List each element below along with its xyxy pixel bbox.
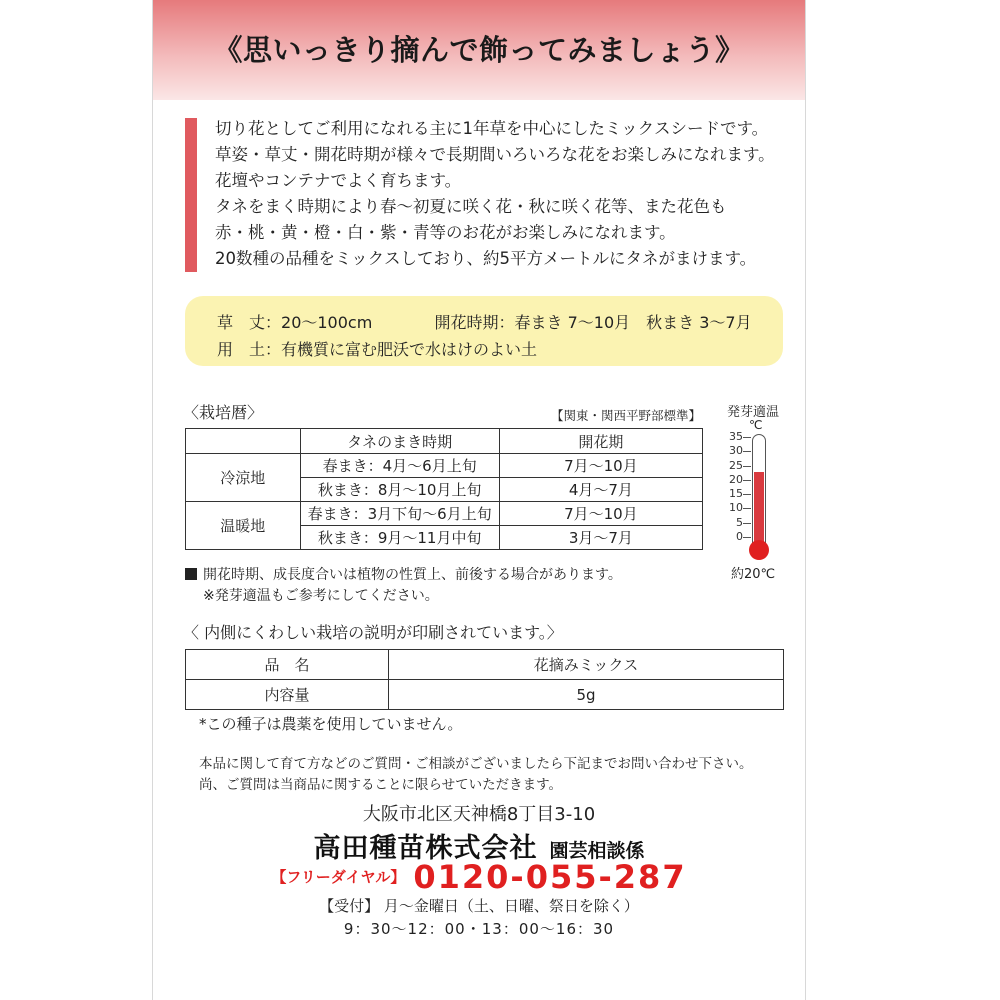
company-name: 高田種苗株式会社 bbox=[313, 833, 538, 864]
calendar-sow-cell: 春まき：4月～6月上旬 bbox=[300, 454, 499, 478]
calendar-bloom-cell: 4月～7月 bbox=[499, 478, 702, 502]
soil-value: 有機質に富む肥沃で水はけのよい土 bbox=[281, 340, 538, 359]
calendar-region: 冷涼地 bbox=[186, 454, 301, 502]
spec-row-height bbox=[217, 310, 752, 333]
thermometer-tick bbox=[743, 523, 751, 524]
calendar-bloom-cell: 7月～10月 bbox=[499, 454, 702, 478]
description-accent-bar bbox=[185, 118, 197, 272]
calendar-label: 〈栽培暦〉 bbox=[183, 403, 264, 422]
note-bloom-variation bbox=[185, 564, 622, 584]
thermometer-tick bbox=[743, 437, 751, 438]
product-table bbox=[185, 649, 784, 710]
description-line: 赤・桃・黄・橙・白・紫・青等のお花がお楽しみになれます。 bbox=[215, 223, 676, 242]
thermometer-tick bbox=[743, 466, 751, 467]
calendar-sow-cell: 秋まき：8月～10月上旬 bbox=[300, 478, 499, 502]
description-line: 切り花としてご利用になれる主に1年草を中心にしたミックスシードです。 bbox=[215, 119, 769, 138]
header-banner bbox=[153, 0, 805, 100]
calendar-table bbox=[185, 428, 703, 550]
thermometer-tick-label: 30 bbox=[729, 444, 743, 458]
spec-box bbox=[185, 296, 783, 366]
reception-days: 【受付】 月～金曜日（土、日曜、祭日を除く） bbox=[319, 897, 639, 915]
calendar-sow-cell: 春まき：3月下旬～6月上旬 bbox=[300, 502, 499, 526]
bloom-value: 春まき 7～10月 秋まき 3～7月 bbox=[514, 313, 752, 332]
description-line: 20数種の品種をミックスしており、約5平方メートルにタネがまけます。 bbox=[215, 249, 757, 268]
calendar-header-bloom: 開花期 bbox=[499, 429, 702, 454]
thermometer-unit: ℃ bbox=[749, 418, 763, 432]
contact-line: 本品に関して育て方などのご質問・ご相談がございましたら下記までお問い合わせ下さい。 bbox=[199, 756, 753, 772]
spec-row-soil bbox=[217, 337, 537, 360]
header-title: 《思いっきり摘んで飾ってみましょう》 bbox=[213, 33, 745, 67]
thermometer-tick-label: 25 bbox=[729, 458, 743, 472]
thermometer-fill bbox=[754, 472, 764, 548]
table-row bbox=[186, 680, 784, 710]
free-dial bbox=[153, 858, 805, 896]
thermometer-caption: 約20℃ bbox=[731, 567, 776, 582]
soil-label: 用 土： bbox=[217, 340, 282, 359]
bullet-square-icon bbox=[185, 568, 197, 580]
thermometer-tick bbox=[743, 537, 751, 538]
bloom-label: 開花時期： bbox=[434, 313, 515, 332]
company-address: 大阪市北区天神橋8丁目3-10 bbox=[362, 804, 596, 825]
calendar-header-sow: タネのまき時期 bbox=[300, 429, 499, 454]
free-dial-number: 0120-055-287 bbox=[413, 858, 687, 896]
calendar-bloom-cell: 3月～7月 bbox=[499, 526, 702, 550]
product-name-label: 品 名 bbox=[186, 650, 389, 680]
company-department: 園芸相談係 bbox=[549, 840, 645, 862]
thermometer-tick bbox=[743, 494, 751, 495]
calendar-region: 温暖地 bbox=[186, 502, 301, 550]
description-line: 草姿・草丈・開花時期が様々で長期間いろいろな花をお楽しみになれます。 bbox=[215, 145, 775, 164]
seed-packet-back bbox=[152, 0, 806, 1000]
thermometer-tick-label: 5 bbox=[736, 515, 743, 529]
calendar-header-row bbox=[186, 429, 703, 454]
free-dial-label: 【フリーダイヤル】 bbox=[271, 868, 406, 886]
calendar-header-blank bbox=[186, 429, 301, 454]
note-temperature: ※発芽適温もご参考にしてください。 bbox=[203, 588, 439, 604]
height-label: 草 丈： bbox=[217, 313, 282, 332]
thermometer-tick-label: 35 bbox=[729, 430, 743, 443]
note-text: 開花時期、成長度合いは植物の性質上、前後する場合があります。 bbox=[203, 567, 622, 583]
calendar-region-note: 【関東・関西平野部標準】 bbox=[550, 408, 701, 423]
table-row bbox=[186, 502, 703, 526]
reception-hours: 9：30～12：00・13：00～16：30 bbox=[343, 920, 615, 938]
thermometer-tick bbox=[743, 480, 751, 481]
description-line: 花壇やコンテナでよく育ちます。 bbox=[215, 171, 462, 190]
thermometer-bulb bbox=[749, 540, 769, 560]
description-line: タネをまく時期により春～初夏に咲く花・秋に咲く花等、また花色も bbox=[215, 197, 727, 216]
inner-instructions-note: 〈 内側にくわしい栽培の説明が印刷されています。〉 bbox=[183, 623, 563, 642]
product-qty-value: 5g bbox=[389, 680, 784, 710]
calendar-bloom-cell: 7月～10月 bbox=[499, 502, 702, 526]
product-name-value: 花摘みミックス bbox=[389, 650, 784, 680]
height-value: 20～100cm bbox=[281, 313, 373, 332]
thermometer-tick-label: 10 bbox=[729, 501, 743, 515]
thermometer-tick bbox=[743, 508, 751, 509]
table-row bbox=[186, 454, 703, 478]
description bbox=[215, 116, 805, 272]
thermometer-title: 発芽適温 bbox=[727, 405, 780, 420]
thermometer-tick bbox=[743, 451, 751, 452]
thermometer-tick-label: 20 bbox=[729, 472, 743, 486]
pesticide-note: *この種子は農薬を使用していません。 bbox=[199, 715, 463, 733]
thermometer-tick-label: 0 bbox=[736, 530, 743, 543]
thermometer-tick-label: 15 bbox=[729, 487, 743, 501]
table-row bbox=[186, 650, 784, 680]
product-qty-label: 内容量 bbox=[186, 680, 389, 710]
calendar-sow-cell: 秋まき：9月～11月中旬 bbox=[300, 526, 499, 550]
contact-line: 尚、ご質問は当商品に関することに限らせていただきます。 bbox=[199, 777, 563, 793]
